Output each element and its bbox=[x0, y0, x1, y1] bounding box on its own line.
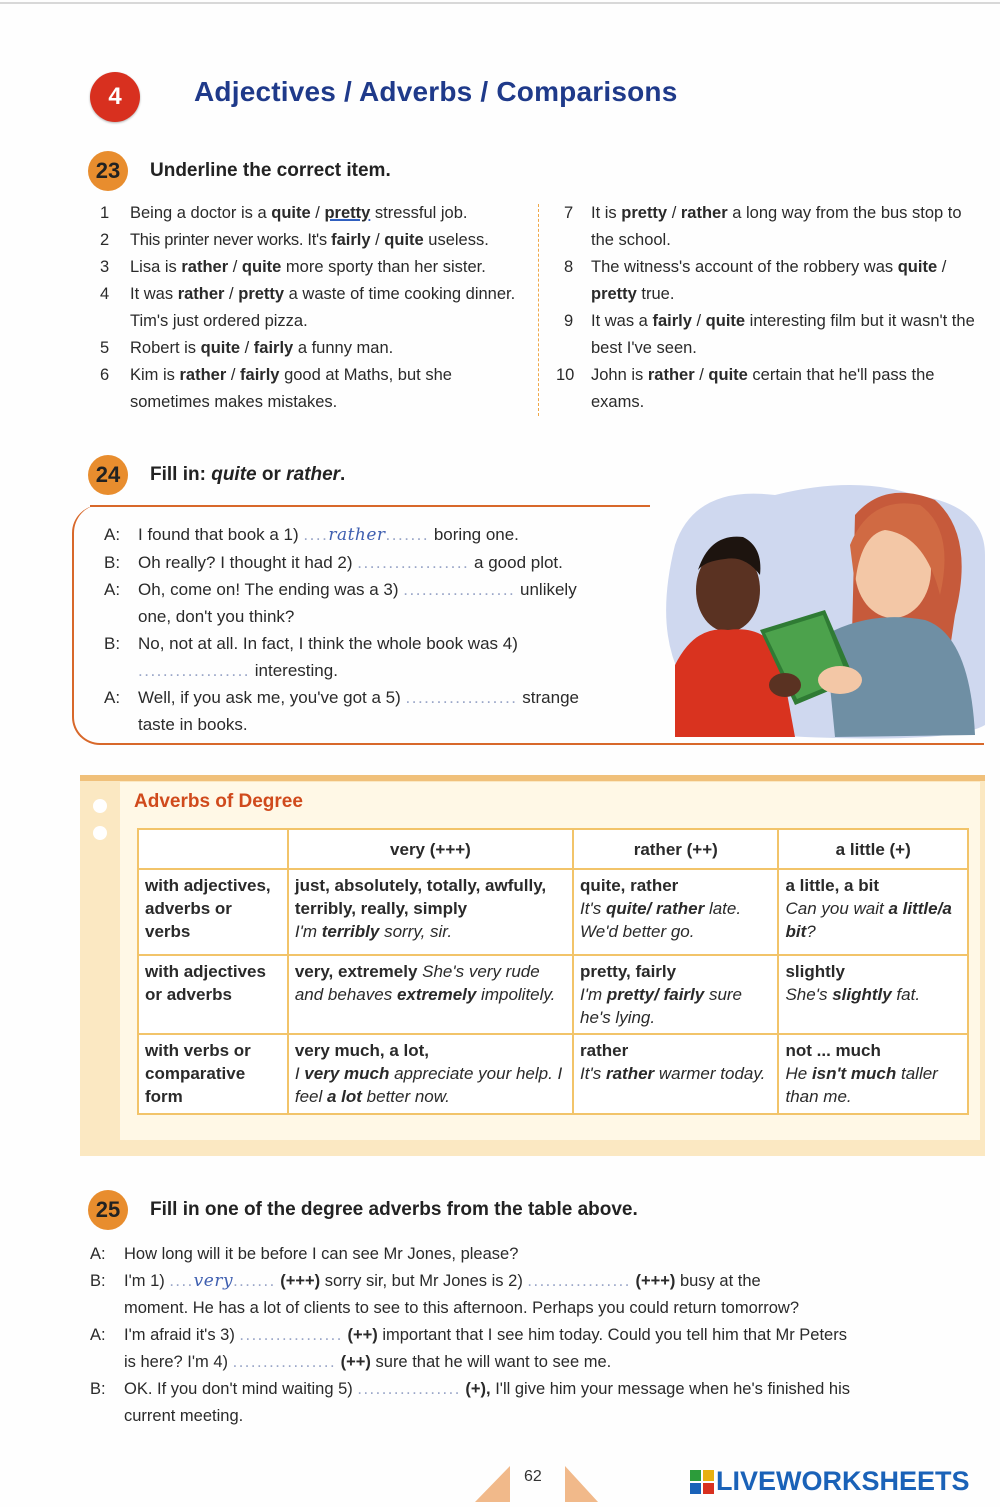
chapter-title: Adjectives / Adverbs / Comparisons bbox=[194, 76, 678, 107]
list-item: 9 It was a fairly / quite interesting film but it wasn't the best I've seen. bbox=[564, 312, 975, 357]
column-divider bbox=[538, 204, 539, 416]
page-number: 62 bbox=[524, 1468, 542, 1485]
dialogue-line: A: I found that book a 1) ....rather....... boring one. bbox=[104, 525, 519, 545]
option-word[interactable]: rather bbox=[647, 366, 695, 384]
table-cell: pretty, fairly I'm pretty/ fairly sure he's lying. bbox=[573, 955, 778, 1034]
option-word[interactable]: pretty bbox=[621, 204, 668, 222]
dialogue-line: A: Oh, come on! The ending was a 3) .................. unlikely bbox=[104, 580, 577, 599]
table-cell: very, extremely She's very rude and behaves extremely impolitely. bbox=[288, 955, 573, 1034]
adverbs-of-degree-table bbox=[137, 828, 969, 1115]
dialogue-line: B: OK. If you don't mind waiting 5) ................. (+), I'll give him your message when he's finished his current meeting. bbox=[90, 1380, 851, 1425]
exercise-25-title: Fill in one of the degree adverbs from the table above. bbox=[150, 1199, 638, 1220]
option-word[interactable]: fairly bbox=[652, 312, 692, 330]
answer-1[interactable]: very bbox=[193, 1271, 234, 1291]
liveworksheets-logo-icon bbox=[690, 1470, 714, 1494]
answer-2-blank[interactable]: .................. bbox=[357, 553, 470, 572]
dialogue-line: taste in books. bbox=[138, 715, 248, 734]
dialogue-line: .................. interesting. bbox=[138, 661, 338, 680]
list-item: 1 Being a doctor is a quite / pretty stressful job. bbox=[100, 204, 468, 222]
chapter-number-badge: 4 bbox=[90, 72, 140, 122]
option-word-underlined[interactable]: pretty bbox=[324, 204, 371, 222]
exercise-24-badge: 24 bbox=[88, 455, 128, 495]
table-cell: not ... much He isn't much taller than me. bbox=[778, 1034, 968, 1114]
table-row bbox=[138, 869, 968, 955]
option-word[interactable]: rather bbox=[179, 366, 227, 384]
table-cell: a little, a bit Can you wait a little/a bit? bbox=[778, 869, 968, 955]
list-item: 2 This printer never works. It's fairly / quite useless. bbox=[100, 231, 489, 249]
table-header-empty bbox=[138, 829, 288, 869]
dialogue-frame-top bbox=[90, 505, 650, 507]
answer-5-blank[interactable]: ................. bbox=[357, 1380, 461, 1398]
list-item: 10 John is rather / quite certain that he'll pass the exams. bbox=[556, 366, 935, 411]
top-rule bbox=[0, 2, 1000, 4]
table-row-label: with verbs or comparative form bbox=[138, 1034, 288, 1114]
dialogue-line: B: Oh really? I thought it had 2) .................. a good plot. bbox=[104, 553, 563, 572]
list-item: 5 Robert is quite / fairly a funny man. bbox=[100, 339, 394, 357]
table-cell: slightly She's slightly fat. bbox=[778, 955, 968, 1034]
dialogue-line: A: Well, if you ask me, you've got a 5) .................. strange bbox=[104, 688, 579, 707]
exercise-23-badge: 23 bbox=[88, 151, 128, 191]
brand-name[interactable]: LIVEWORKSHEETS bbox=[716, 1466, 970, 1496]
list-item: 4 It was rather / pretty a waste of time cooking dinner. Tim's just ordered pizza. bbox=[100, 285, 516, 330]
option-word[interactable]: quite bbox=[200, 339, 241, 357]
table-row bbox=[138, 955, 968, 1034]
dialogue-line: B: I'm 1) ....very....... (+++) sorry sir, but Mr Jones is 2) ................. (+++) busy at the moment. He has a lot of clients to see to this afternoon. Perhaps you could return tomorrow? bbox=[90, 1271, 800, 1317]
answer-4-blank[interactable]: .................. bbox=[138, 661, 251, 680]
table-cell: very much, a lot, I very much appreciate your help. I feel a lot better now. bbox=[288, 1034, 573, 1114]
option-word[interactable]: fairly bbox=[240, 366, 280, 384]
option-word[interactable]: quite bbox=[271, 204, 311, 222]
table-header: a little (+) bbox=[778, 829, 968, 869]
option-word[interactable]: quite bbox=[708, 366, 748, 384]
option-word[interactable]: quite bbox=[384, 231, 424, 249]
list-item: 8 The witness's account of the robbery was quite / pretty true. bbox=[564, 258, 947, 303]
table-cell: rather It's rather warmer today. bbox=[573, 1034, 778, 1114]
dialogue-25 bbox=[90, 1241, 990, 1430]
table-row bbox=[138, 1034, 968, 1114]
answer-5-blank[interactable]: .................. bbox=[405, 688, 518, 707]
option-word[interactable]: rather bbox=[680, 204, 728, 222]
option-word[interactable]: quite bbox=[705, 312, 746, 330]
illustration-two-people-reading bbox=[655, 475, 985, 743]
option-word[interactable]: rather bbox=[177, 285, 225, 303]
option-word[interactable]: fairly bbox=[331, 231, 371, 249]
bullet-dot bbox=[93, 826, 107, 840]
dialogue-line: one, don't you think? bbox=[138, 607, 295, 626]
exercise-24-title: Fill in: quite or rather. bbox=[150, 464, 346, 485]
answer-3-blank[interactable]: ................. bbox=[239, 1326, 343, 1344]
list-item: 6 Kim is rather / fairly good at Maths, but she sometimes makes mistakes. bbox=[100, 366, 452, 411]
option-word[interactable]: quite bbox=[897, 258, 938, 276]
dialogue-24 bbox=[104, 521, 664, 738]
option-word[interactable]: quite bbox=[241, 258, 282, 276]
option-word[interactable]: pretty bbox=[591, 285, 637, 303]
option-word[interactable]: fairly bbox=[253, 339, 294, 357]
table-row-label: with adjectives or adverbs bbox=[138, 955, 288, 1034]
table-header-row bbox=[138, 829, 968, 869]
list-item: 3 Lisa is rather / quite more sporty than her sister. bbox=[100, 258, 486, 276]
exercise-23-right-column bbox=[556, 200, 988, 416]
dialogue-line: A: I'm afraid it's 3) ................. (++) important that I see him today. Could you tell him that Mr Peters is here? I'm 4) ................. (++) sure that he will want to see me. bbox=[90, 1326, 847, 1371]
exercise-23-title: Underline the correct item. bbox=[150, 160, 391, 181]
table-cell: quite, rather It's quite/ rather late. We'd better go. bbox=[573, 869, 778, 955]
answer-3-blank[interactable]: .................. bbox=[403, 580, 516, 599]
table-row-label: with adjectives, adverbs or verbs bbox=[138, 869, 288, 955]
table-cell: just, absolutely, totally, awfully, terribly, really, simply I'm terribly sorry, sir. bbox=[288, 869, 573, 955]
option-word[interactable]: rather bbox=[181, 258, 229, 276]
answer-4-blank[interactable]: ................. bbox=[232, 1353, 337, 1371]
answer-2-blank[interactable]: ................. bbox=[527, 1272, 631, 1290]
grammar-title: Adverbs of Degree bbox=[134, 791, 303, 812]
bullet-dot bbox=[93, 799, 107, 813]
list-item: 7 It is pretty / rather a long way from the bus stop to the school. bbox=[564, 204, 962, 249]
exercise-23-left-column bbox=[100, 200, 525, 416]
exercise-25-badge: 25 bbox=[88, 1190, 128, 1230]
table-header: rather (++) bbox=[573, 829, 778, 869]
table-header: very (+++) bbox=[288, 829, 573, 869]
dialogue-line: A: How long will it be before I can see Mr Jones, please? bbox=[90, 1245, 519, 1263]
dialogue-line: B: No, not at all. In fact, I think the whole book was 4) bbox=[104, 634, 518, 653]
option-word[interactable]: pretty bbox=[238, 285, 285, 303]
answer-1[interactable]: rather bbox=[328, 525, 386, 545]
